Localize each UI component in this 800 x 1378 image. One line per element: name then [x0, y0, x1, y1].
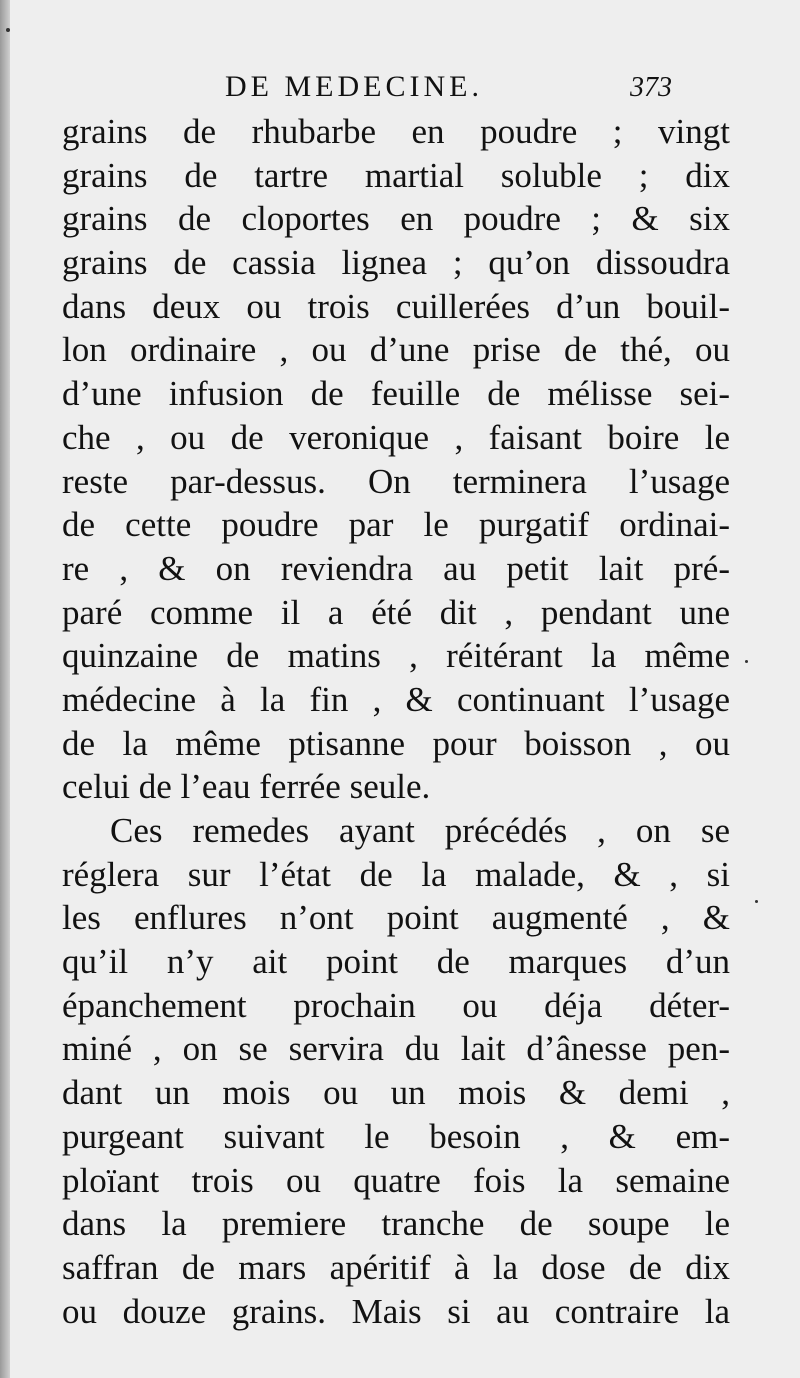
text-line: paré comme il a été dit , pendant une: [62, 592, 730, 632]
text-line: ou douze grains. Mais si au contraire la: [62, 1291, 730, 1331]
text-line: lon ordinaire , ou d’une prise de thé, ou: [62, 330, 730, 370]
text-line: grains de rhubarbe en poudre ; vingt: [62, 112, 730, 151]
text-line: saffran de mars apéritif à la dose de dix: [62, 1247, 730, 1287]
text-line: grains de tartre martial soluble ; dix: [62, 155, 730, 195]
text-line: les enflures n’ont point augmenté , &: [62, 898, 730, 938]
text-line: de la même ptisanne pour boisson , ou: [62, 723, 730, 763]
text-line: Ces remedes ayant précédés , on se: [110, 811, 730, 850]
text-line: de cette poudre par le purgatif ordinai-: [62, 505, 730, 545]
text-line: dans deux ou trois cuillerées d’un bouil-: [62, 286, 730, 326]
text-line: ploïant trois ou quatre fois la semaine: [62, 1160, 730, 1200]
text-line: purgeant suivant le besoin , & em-: [62, 1116, 730, 1156]
text-line: dans la premiere tranche de soupe le: [62, 1204, 730, 1244]
paragraph-2: [62, 809, 730, 1333]
paragraph-1: [62, 110, 730, 809]
text-line: grains de cassia lignea ; qu’on dissoudra: [62, 243, 730, 283]
text-line: dant un mois ou un mois & demi ,: [62, 1073, 730, 1113]
ink-speck: [6, 28, 10, 32]
book-page: [10, 0, 800, 1378]
page-number: 373: [630, 72, 672, 103]
text-line: réglera sur l’état de la malade, & , si: [62, 854, 730, 894]
text-line: médecine à la fin , & continuant l’usage: [62, 679, 730, 719]
text-line: miné , on se servira du lait d’ânesse pen-: [62, 1029, 730, 1069]
body-text: [62, 110, 730, 1333]
running-head: [10, 70, 800, 110]
page-gutter-shadow: [0, 0, 10, 1378]
running-head-title: DE MEDECINE.: [225, 70, 483, 103]
text-line: qu’il n’y ait point de marques d’un: [62, 942, 730, 982]
text-line: re , & on reviendra au petit lait pré-: [62, 548, 730, 588]
text-line: celui de l’eau ferrée seule.: [62, 767, 431, 807]
text-line: reste par-dessus. On terminera l’usage: [62, 461, 730, 501]
text-line: d’une infusion de feuille de mélisse sei-: [62, 374, 730, 414]
text-line: épanchement prochain ou déja déter-: [62, 985, 730, 1025]
text-line: grains de cloportes en poudre ; & six: [62, 199, 730, 239]
text-line: che , ou de veronique , faisant boire le: [62, 417, 730, 457]
ink-speck: [745, 660, 748, 663]
text-line: quinzaine de matins , réitérant la même: [62, 636, 730, 676]
ink-speck: [755, 900, 758, 903]
